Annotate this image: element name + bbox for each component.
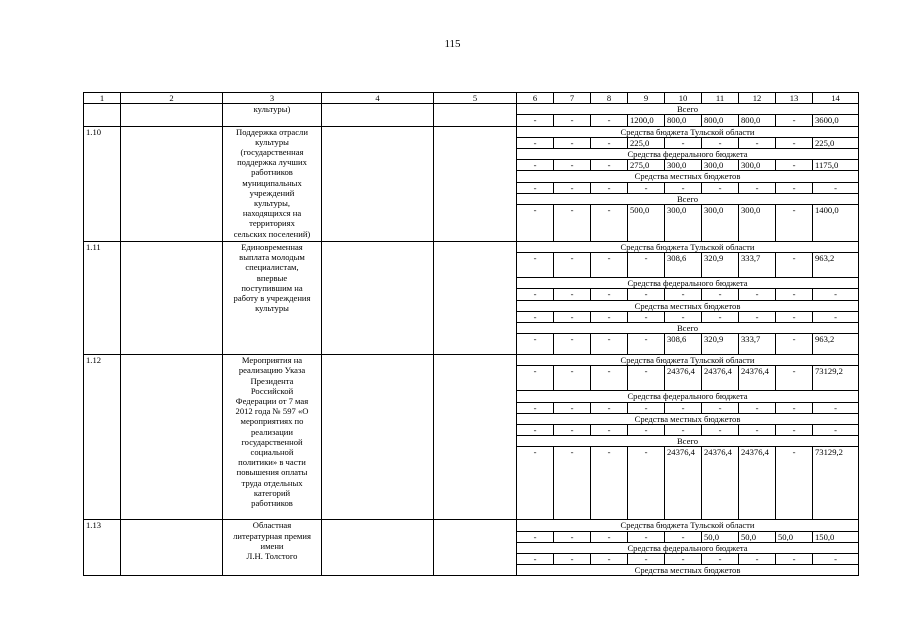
measure-name-line: категорий <box>253 487 291 498</box>
value-cell: 308,6 <box>665 253 702 278</box>
value-cell: - <box>554 311 591 322</box>
value-cell: 963,2 <box>813 334 859 355</box>
column-number: 1 <box>84 93 121 104</box>
value-cell: 963,2 <box>813 253 859 278</box>
value-cell: - <box>554 160 591 171</box>
measure-name-line: поддержка лучших <box>237 157 307 168</box>
value-cell: - <box>813 402 859 413</box>
measure-name-line: 2012 года № 597 «О <box>235 406 309 417</box>
measure-name-line: повышения оплаты <box>236 467 308 478</box>
value-cell: - <box>776 447 813 520</box>
value-cell: - <box>554 115 591 126</box>
value-cell: - <box>739 425 776 436</box>
value-cell: 300,0 <box>665 160 702 171</box>
value-cell: 300,0 <box>702 160 739 171</box>
value-cell: - <box>554 289 591 300</box>
value-cell: 24376,4 <box>665 447 702 520</box>
value-cell: - <box>739 402 776 413</box>
source-label: Средства бюджета Тульской области <box>517 126 859 137</box>
measure-name-line: выплата молодым <box>239 252 305 263</box>
value-cell: - <box>628 289 665 300</box>
value-cell: - <box>628 554 665 565</box>
measure-name <box>223 520 322 576</box>
value-cell: - <box>591 160 628 171</box>
source-label: Средства местных бюджетов <box>517 413 859 424</box>
value-cell: - <box>517 447 554 520</box>
value-cell: - <box>554 253 591 278</box>
value-cell: - <box>665 531 702 542</box>
value-cell: - <box>776 137 813 148</box>
value-cell: - <box>591 253 628 278</box>
source-label: Всего <box>517 193 859 204</box>
column-header-row <box>84 93 859 104</box>
value-cell: - <box>665 554 702 565</box>
value-cell: - <box>554 531 591 542</box>
value-cell: - <box>628 182 665 193</box>
value-cell: - <box>776 554 813 565</box>
source-label: Средства бюджета Тульской области <box>517 355 859 366</box>
value-cell: - <box>776 289 813 300</box>
column-5-cell <box>434 242 517 355</box>
column-5-cell <box>434 126 517 241</box>
measure-name-line: Федерации от 7 мая <box>235 396 309 407</box>
measure-name-line: впервые <box>256 272 288 283</box>
source-label: Всего <box>517 104 859 115</box>
value-cell: - <box>702 137 739 148</box>
value-cell: - <box>517 289 554 300</box>
value-cell: 1200,0 <box>628 115 665 126</box>
value-cell: 3600,0 <box>813 115 859 126</box>
source-label: Средства бюджета Тульской области <box>517 520 859 531</box>
value-cell: 225,0 <box>813 137 859 148</box>
value-cell: - <box>739 311 776 322</box>
value-cell: - <box>665 137 702 148</box>
value-cell: - <box>517 115 554 126</box>
value-cell: - <box>702 182 739 193</box>
value-cell: 1175,0 <box>813 160 859 171</box>
value-cell: - <box>517 334 554 355</box>
value-cell: - <box>776 366 813 391</box>
column-5-cell <box>434 520 517 576</box>
value-cell: - <box>554 425 591 436</box>
column-4-cell <box>322 242 434 355</box>
value-cell: 320,9 <box>702 334 739 355</box>
measure-name-line: сельских поселений) <box>233 228 311 239</box>
measure-name-line: учреждений <box>249 187 295 198</box>
row-number: 1.11 <box>84 242 121 355</box>
column-number: 3 <box>223 93 322 104</box>
executor-cell <box>121 520 223 576</box>
value-cell: - <box>628 447 665 520</box>
value-cell: 50,0 <box>739 531 776 542</box>
value-cell: - <box>591 115 628 126</box>
value-cell: 320,9 <box>702 253 739 278</box>
value-cell: 73129,2 <box>813 447 859 520</box>
value-cell: 50,0 <box>702 531 739 542</box>
value-cell: - <box>554 205 591 242</box>
value-cell: - <box>628 311 665 322</box>
column-number: 13 <box>776 93 813 104</box>
value-cell: - <box>628 334 665 355</box>
measure-name-line: Поддержка отрасли <box>236 126 308 137</box>
measure-name-line: реализацию Указа <box>238 365 306 376</box>
source-label: Средства местных бюджетов <box>517 300 859 311</box>
measure-name <box>223 126 322 241</box>
value-cell: - <box>776 115 813 126</box>
measure-name-line: социальной <box>250 447 294 458</box>
executor-cell <box>121 242 223 355</box>
value-cell: - <box>813 311 859 322</box>
measure-name-line: Мероприятия на <box>241 355 303 366</box>
column-4-cell <box>322 520 434 576</box>
value-cell: - <box>813 425 859 436</box>
value-cell: 800,0 <box>739 115 776 126</box>
measure-name-line: Российской <box>250 385 294 396</box>
measure-name-line: Областная <box>252 520 292 531</box>
measure-name-line: поступившим на <box>241 282 303 293</box>
source-label: Средства бюджета Тульской области <box>517 242 859 253</box>
row-number <box>84 104 121 126</box>
value-cell: 800,0 <box>702 115 739 126</box>
source-label-row <box>84 104 859 115</box>
value-cell: - <box>517 311 554 322</box>
value-cell: 333,7 <box>739 334 776 355</box>
value-cell: - <box>591 366 628 391</box>
column-number: 12 <box>739 93 776 104</box>
value-cell: - <box>591 425 628 436</box>
value-cell: - <box>554 554 591 565</box>
value-cell: - <box>739 182 776 193</box>
value-cell: - <box>517 402 554 413</box>
value-cell: - <box>628 253 665 278</box>
value-cell: - <box>517 182 554 193</box>
value-cell: - <box>591 289 628 300</box>
column-number: 8 <box>591 93 628 104</box>
value-cell: - <box>517 253 554 278</box>
value-cell: - <box>591 531 628 542</box>
value-cell: - <box>702 289 739 300</box>
column-number: 4 <box>322 93 434 104</box>
column-number: 10 <box>665 93 702 104</box>
column-4-cell <box>322 355 434 520</box>
value-cell: - <box>591 137 628 148</box>
value-cell: - <box>776 334 813 355</box>
value-cell: - <box>702 402 739 413</box>
value-cell: 225,0 <box>628 137 665 148</box>
value-cell: - <box>554 334 591 355</box>
measure-name-line: специалистам, <box>245 262 299 273</box>
executor-cell <box>121 104 223 126</box>
column-number: 7 <box>554 93 591 104</box>
value-cell: - <box>628 366 665 391</box>
measure-name-line: Единовременная <box>241 242 303 253</box>
financing-table <box>83 92 859 576</box>
source-label: Средства федерального бюджета <box>517 278 859 289</box>
column-number: 9 <box>628 93 665 104</box>
value-cell: - <box>776 160 813 171</box>
measure-name <box>223 242 322 355</box>
column-5-cell <box>434 104 517 126</box>
source-label: Всего <box>517 436 859 447</box>
column-number: 6 <box>517 93 554 104</box>
row-number: 1.10 <box>84 126 121 241</box>
value-cell: - <box>665 311 702 322</box>
value-cell: 300,0 <box>739 160 776 171</box>
value-cell: - <box>517 137 554 148</box>
value-cell: - <box>739 137 776 148</box>
column-4-cell <box>322 126 434 241</box>
value-cell: - <box>517 554 554 565</box>
value-cell: - <box>591 402 628 413</box>
value-cell: - <box>591 447 628 520</box>
value-cell: - <box>554 182 591 193</box>
value-cell: - <box>776 311 813 322</box>
column-4-cell <box>322 104 434 126</box>
measure-name-line: культуры, <box>253 198 290 209</box>
measure-name-line: имени <box>260 540 284 551</box>
value-cell: - <box>591 311 628 322</box>
measure-name-line: труда отдельных <box>241 477 303 488</box>
source-label: Средства федерального бюджета <box>517 149 859 160</box>
value-cell: - <box>628 531 665 542</box>
value-cell: 333,7 <box>739 253 776 278</box>
value-cell: 150,0 <box>813 531 859 542</box>
executor-cell <box>121 355 223 520</box>
measure-name-line: литературная премия <box>233 530 311 541</box>
value-cell: - <box>702 425 739 436</box>
measure-name-line: культуры <box>255 136 289 147</box>
row-number: 1.12 <box>84 355 121 520</box>
measure-name-line: работников <box>251 498 293 509</box>
value-cell: 24376,4 <box>739 366 776 391</box>
measure-name-line: мероприятиях по <box>240 416 304 427</box>
value-cell: - <box>517 366 554 391</box>
value-cell: - <box>554 447 591 520</box>
source-label: Средства федерального бюджета <box>517 391 859 402</box>
source-label: Средства местных бюджетов <box>517 565 859 576</box>
source-label-row <box>84 520 859 531</box>
value-cell: 24376,4 <box>665 366 702 391</box>
value-cell: - <box>813 289 859 300</box>
value-cell: 50,0 <box>776 531 813 542</box>
value-cell: - <box>702 311 739 322</box>
measure-name-line: территориях <box>249 218 295 229</box>
source-label-row <box>84 126 859 137</box>
value-cell: 1400,0 <box>813 205 859 242</box>
value-cell: - <box>665 182 702 193</box>
value-cell: 800,0 <box>665 115 702 126</box>
column-number: 5 <box>434 93 517 104</box>
value-cell: - <box>776 402 813 413</box>
value-cell: - <box>813 182 859 193</box>
value-cell: - <box>665 289 702 300</box>
value-cell: - <box>739 554 776 565</box>
value-cell: - <box>813 554 859 565</box>
measure-name-line: Л.Н. Толстого <box>246 551 298 562</box>
source-label-row <box>84 355 859 366</box>
value-cell: - <box>554 137 591 148</box>
column-number: 2 <box>121 93 223 104</box>
value-cell: 24376,4 <box>702 366 739 391</box>
value-cell: - <box>776 425 813 436</box>
measure-name-line: находящихся на <box>242 208 302 219</box>
value-cell: - <box>591 205 628 242</box>
value-cell: - <box>554 366 591 391</box>
value-cell: 300,0 <box>665 205 702 242</box>
value-cell: - <box>517 160 554 171</box>
measure-name-line: политики» в части <box>238 457 306 468</box>
value-cell: 300,0 <box>739 205 776 242</box>
measure-name-line: реализации <box>251 426 293 437</box>
value-cell: 275,0 <box>628 160 665 171</box>
value-cell: - <box>628 425 665 436</box>
measure-name-line: работу в учреждения <box>233 293 311 304</box>
value-cell: - <box>591 554 628 565</box>
row-number: 1.13 <box>84 520 121 576</box>
value-cell: - <box>517 531 554 542</box>
measure-name: культуры) <box>223 104 322 126</box>
value-cell: - <box>776 182 813 193</box>
value-cell: - <box>665 425 702 436</box>
value-cell: - <box>776 253 813 278</box>
value-cell: 500,0 <box>628 205 665 242</box>
source-label: Средства местных бюджетов <box>517 171 859 182</box>
value-cell: - <box>665 402 702 413</box>
measure-name-line: государственной <box>241 436 303 447</box>
value-cell: - <box>702 554 739 565</box>
source-label-row <box>84 242 859 253</box>
measure-name-line: Президента <box>250 375 294 386</box>
value-cell: 73129,2 <box>813 366 859 391</box>
value-cell: - <box>739 289 776 300</box>
source-label: Средства федерального бюджета <box>517 542 859 553</box>
value-cell: 24376,4 <box>702 447 739 520</box>
column-number: 11 <box>702 93 739 104</box>
value-cell: 24376,4 <box>739 447 776 520</box>
value-cell: - <box>628 402 665 413</box>
value-cell: - <box>591 334 628 355</box>
measure-name-line: муниципальных <box>242 177 302 188</box>
measure-name-line: (государственная <box>240 147 304 158</box>
value-cell: 308,6 <box>665 334 702 355</box>
measure-name <box>223 355 322 520</box>
value-cell: - <box>776 205 813 242</box>
value-cell: - <box>591 182 628 193</box>
page-number: 115 <box>444 38 461 50</box>
source-label: Всего <box>517 323 859 334</box>
measure-name-line: культуры <box>255 303 289 314</box>
value-cell: - <box>517 205 554 242</box>
column-number: 14 <box>813 93 859 104</box>
column-5-cell <box>434 355 517 520</box>
measure-name-line: работников <box>251 167 293 178</box>
value-cell: 300,0 <box>702 205 739 242</box>
value-cell: - <box>554 402 591 413</box>
executor-cell <box>121 126 223 241</box>
value-cell: - <box>517 425 554 436</box>
